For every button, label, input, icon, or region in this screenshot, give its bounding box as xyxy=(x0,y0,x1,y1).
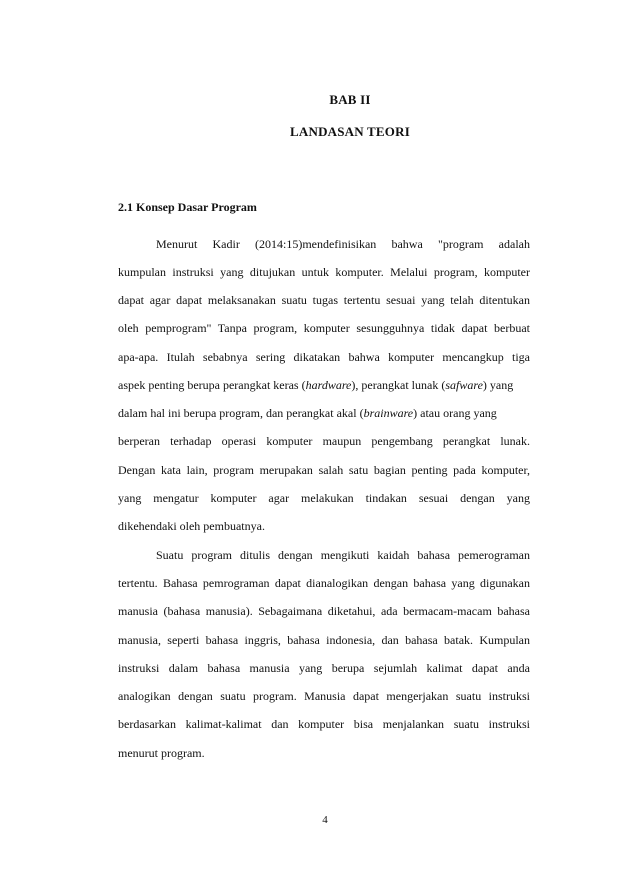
paragraph-line xyxy=(118,265,530,279)
paragraph-line: analogikan dengan suatu program. Manusia dapat mengerjakan suatu instruksi xyxy=(118,689,530,703)
paragraph-line xyxy=(118,519,530,533)
paragraph-line xyxy=(118,406,530,420)
paragraph-line: menurut program. xyxy=(118,746,205,760)
text-run: ) yang xyxy=(482,378,514,392)
text-run: dikehendaki oleh pembuatnya. xyxy=(118,519,265,533)
text-run: ) atau orang yang xyxy=(413,406,497,420)
italic-term: hardware xyxy=(305,378,352,392)
paragraph-line: manusia (bahasa manusia). Sebagaimana diketahui, ada bermacam-macam bahasa xyxy=(118,604,530,618)
text-run: yang mengatur komputer agar melakukan tindakan sesuai dengan yang xyxy=(118,491,530,505)
italic-term: brainware xyxy=(363,406,414,420)
paragraph-line xyxy=(118,491,530,505)
paragraph-line: instruksi dalam bahasa manusia yang berupa sejumlah kalimat dapat anda xyxy=(118,661,530,675)
paragraph-line xyxy=(118,321,530,335)
paragraph-line xyxy=(118,293,530,307)
text-run: Dengan kata lain, program merupakan salah satu bagian penting pada komputer, xyxy=(118,463,530,477)
paragraph-line: Suatu program ditulis dengan mengikuti kaidah bahasa pemerograman xyxy=(156,548,530,562)
section-heading: 2.1 Konsep Dasar Program xyxy=(118,200,257,214)
text-run: ), perangkat lunak ( xyxy=(351,378,446,392)
paragraph-line: tertentu. Bahasa pemrograman dapat dianalogikan dengan bahasa yang digunakan xyxy=(118,576,530,590)
paragraph-line xyxy=(118,237,530,251)
text-run: Menurut Kadir (2014:15)mendefinisikan bahwa "program adalah xyxy=(156,237,530,251)
text-run: dalam hal ini berupa program, dan perangkat akal ( xyxy=(118,406,364,420)
chapter-title: LANDASAN TEORI xyxy=(290,124,410,139)
text-run: aspek penting berupa perangkat keras ( xyxy=(118,378,306,392)
text-run: dapat agar dapat melaksanakan suatu tugas tertentu sesuai yang telah ditentukan xyxy=(118,293,530,307)
paragraph-line xyxy=(118,378,530,392)
page-number: 4 xyxy=(322,814,328,826)
paragraph-line xyxy=(118,434,530,448)
italic-term: safware xyxy=(445,378,483,392)
paragraph-line: berdasarkan kalimat-kalimat dan komputer bisa menjalankan suatu instruksi xyxy=(118,717,530,731)
paragraph-line xyxy=(118,463,530,477)
text-run: oleh pemprogram" Tanpa program, komputer sesungguhnya tidak dapat berbuat xyxy=(118,321,530,335)
paragraph-line xyxy=(118,350,530,364)
text-run: kumpulan instruksi yang ditujukan untuk komputer. Melalui program, komputer xyxy=(118,265,530,279)
chapter-number: BAB II xyxy=(329,92,371,107)
paragraph-line: manusia, seperti bahasa inggris, bahasa indonesia, dan bahasa batak. Kumpulan xyxy=(118,633,530,647)
text-run: berperan terhadap operasi komputer maupun pengembang perangkat lunak. xyxy=(118,434,530,448)
text-run: apa-apa. Itulah sebabnya sering dikatakan bahwa komputer mencangkup tiga xyxy=(118,350,530,364)
